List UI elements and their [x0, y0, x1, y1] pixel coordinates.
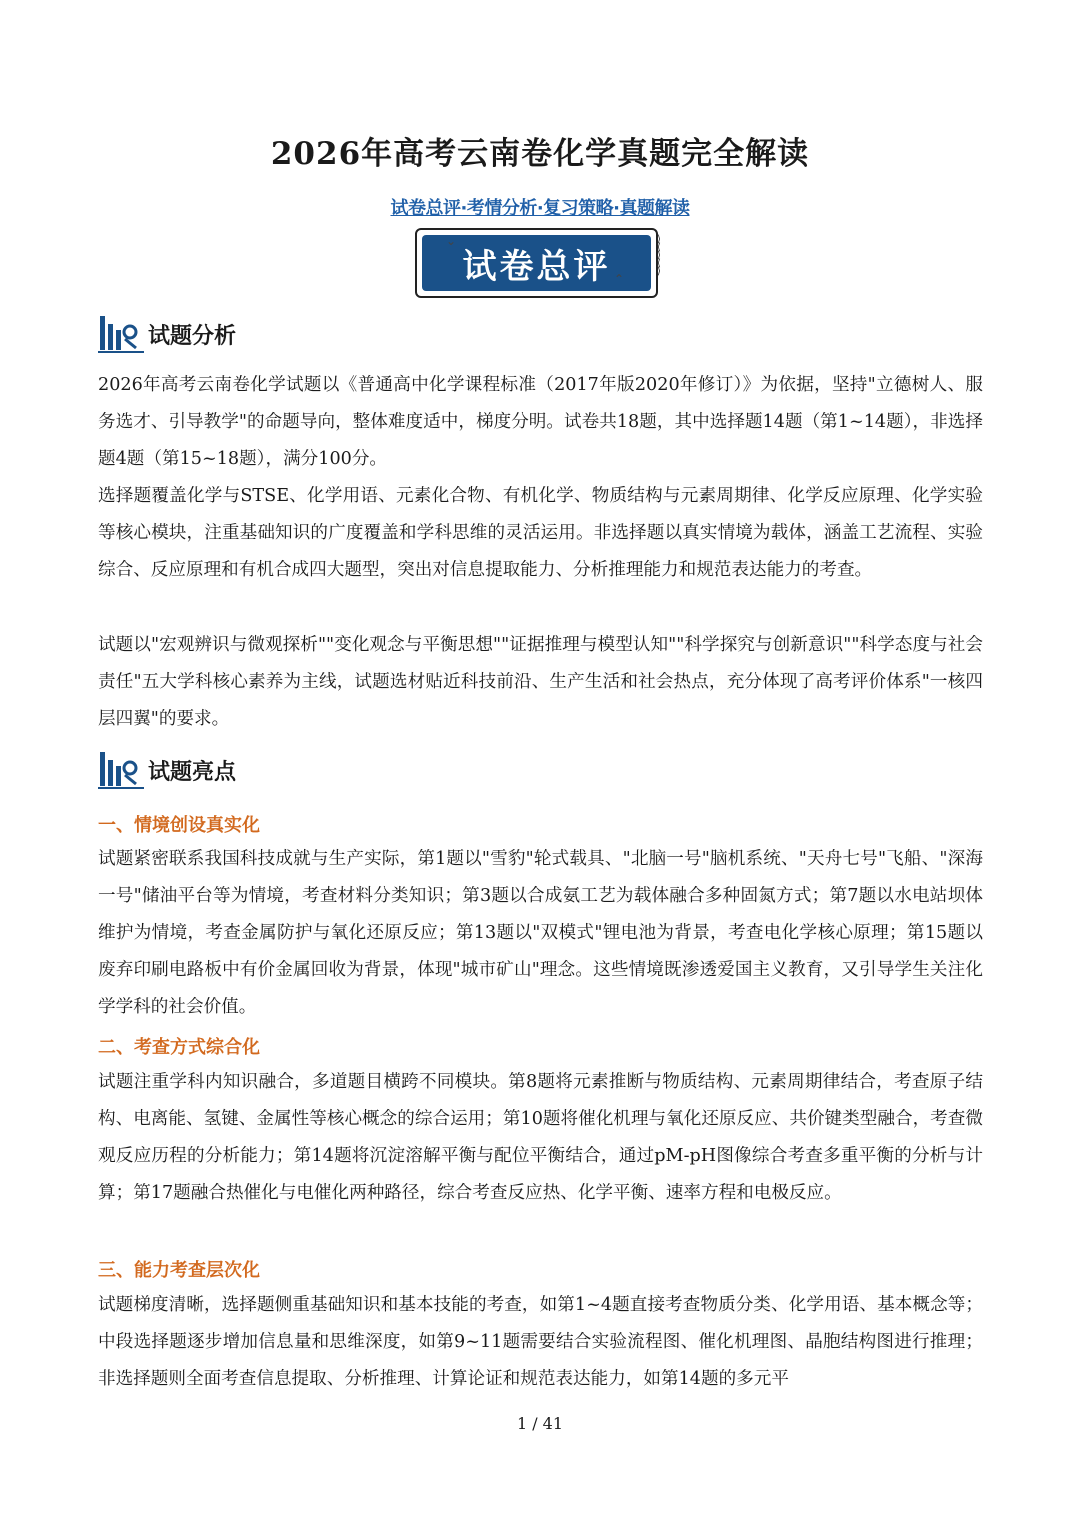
paragraph: 2026年高考云南卷化学试题以《普通高中化学课程标准（2017年版2020年修订）》为依据，坚持"立德树人、服务选才、引导教学"的命题导向，整体难度适中，梯度分明。试卷共18题，其中选择题14题（第1~14题），非选择题4题（第15~18题），满分100分。 [98, 375, 983, 469]
section-title: 试题亮点 [148, 759, 237, 785]
paragraph: 试题注重学科内知识融合，多道题目横跨不同模块。第8题将元素推断与物质结构、元素周期律结合，考查原子结构、电离能、氢键、金属性等核心概念的综合运用；第10题将催化机理与氧化还原反应、共价键类型融合，考查微观反应历程的分析能力；第14题将沉淀溶解平衡与配位平衡结合，通过pM-pH图像综合考查多重平衡的分析与计算；第17题融合热催化与电催化两种路径，综合考查反应热、化学平衡、速率方程和电极反应。 [98, 1072, 983, 1203]
subsection-heading: 三、能力考查层次化 [98, 1260, 260, 1281]
page-number: 1 / 41 [516, 1414, 564, 1433]
banner-corner-mark-icon: ⌄ [446, 234, 457, 248]
spring-decoration-icon: ⟩ ⟨ ⟩ ⟨ ⟩ [657, 234, 661, 277]
paragraph: 选择题覆盖化学与STSE、化学用语、元素化合物、有机化学、物质结构与元素周期律、化学反应原理、化学实验等核心模块，注重基础知识的广度覆盖和学科思维的灵活运用。非选择题以真实情境为载体，涵盖工艺流程、实验综合、反应原理和有机合成四大题型，突出对信息提取能力、分析推理能力和规范表达能力的考查。 [98, 486, 983, 580]
document-subtitle[interactable]: 试卷总评·考情分析·复习策略·真题解读 [390, 198, 690, 219]
paragraph: 试题紧密联系我国科技成就与生产实际，第1题以"雪豹"轮式载具、"北脑一号"脑机系统、"天舟七号"飞船、"深海一号"储油平台等为情境，考查材料分类知识；第3题以合成氨工艺为载体融合多种固氮方式；第7题以水电站坝体维护为情境，考查金属防护与氧化还原反应；第13题以"双模式"锂电池为背景，考查电化学核心原理；第15题以废弃印刷电路板中有价金属回收为背景，体现"城市矿山"理念。这些情境既渗透爱国主义教育，又引导学生关注化学学科的社会价值。 [98, 849, 983, 1017]
section-title: 试题分析 [148, 323, 237, 349]
section-heading [98, 312, 236, 356]
paragraph: 试题以"宏观辨识与微观探析""变化观念与平衡思想""证据推理与模型认知""科学探究与创新意识""科学态度与社会责任"五大学科核心素养为主线，试题选材贴近科技前沿、生产生活和社会热点，充分体现了高考评价体系"一核四层四翼"的要求。 [98, 635, 983, 729]
banner-label: 试卷总评 [422, 235, 651, 291]
bar-chart-icon [98, 750, 146, 790]
subsection-heading: 二、考查方式综合化 [98, 1037, 260, 1058]
section-heading [98, 748, 236, 792]
document-title: 2026年高考云南卷化学真题完全解读 [270, 136, 810, 172]
banner-corner-mark-icon: ⌃ [614, 272, 625, 286]
subsection-heading: 一、情境创设真实化 [98, 815, 260, 836]
paragraph: 试题梯度清晰，选择题侧重基础知识和基本技能的考查，如第1~4题直接考查物质分类、化学用语、基本概念等；中段选择题逐步增加信息量和思维深度，如第9~11题需要结合实验流程图、催化机理图、晶胞结构图进行推理；非选择题则全面考查信息提取、分析推理、计算论证和规范表达能力，如第14题的多元平 [98, 1295, 983, 1389]
bar-chart-icon [98, 314, 146, 354]
